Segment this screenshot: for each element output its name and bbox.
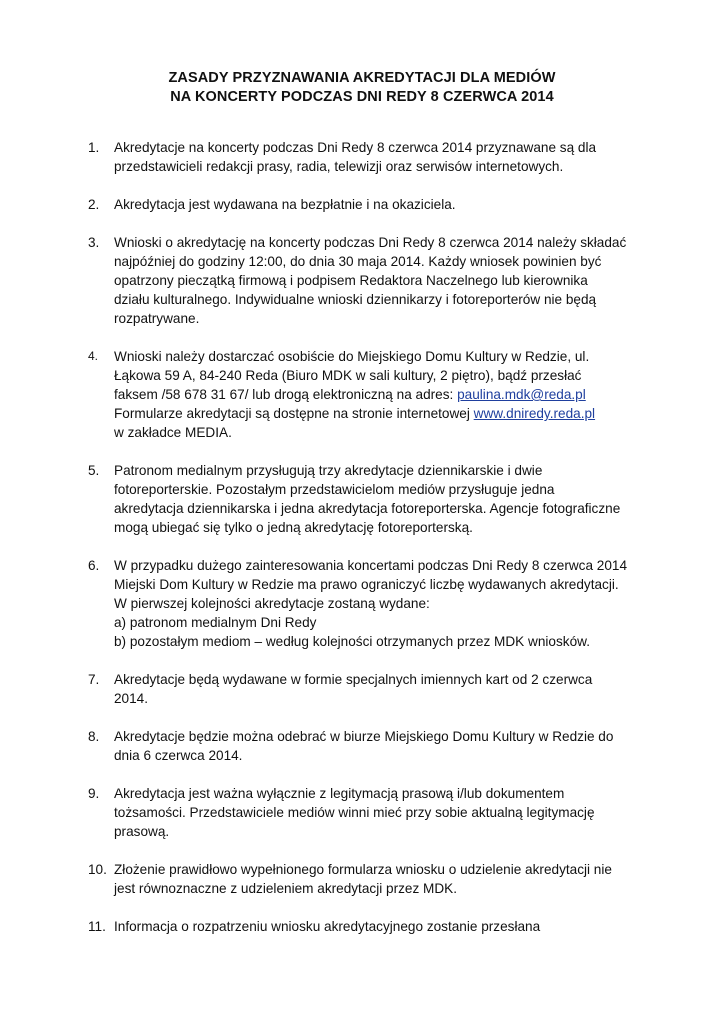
rule-text-line: opatrzony pieczątką firmową i podpisem Redaktora Naczelnego lub kierownika [114,273,588,288]
rule-text-line: akredytacja dziennikarska i jedna akredytacja fotoreporterska. Agencje fotograficzne [114,501,621,516]
website-link[interactable]: www.dniredy.reda.pl [473,406,596,421]
rule-text-line: Akredytacja jest wydawana na bezpłatnie i na okaziciela. [114,197,456,212]
rule-number: 2. [88,197,100,212]
rule-item-8 [88,727,663,765]
rule-text-line: Informacja o rozpatrzeniu wniosku akredytacyjnego zostanie przesłana [114,919,541,934]
rule-text-line: Miejski Dom Kultury w Redzie ma prawo ograniczyć liczbę wydawanych akredytacji. [114,577,619,592]
rule-number: 11. [88,919,106,934]
rule-text-line [114,385,663,404]
rule-text-line: b) pozostałym mediom – według kolejności otrzymanych przez MDK wniosków. [114,634,590,649]
rule-item-6 [88,556,663,651]
rule-text-line: W pierwszej kolejności akredytacje zostaną wydane: [114,596,430,611]
rule-number: 5. [88,463,100,478]
rule-number: 6. [88,558,100,573]
rule-text-line: prasową. [114,824,170,839]
rule-text-line: fotoreporterskie. Pozostałym przedstawicielom mediów przysługuje jedna [114,482,555,497]
rule-text-line: dnia 6 czerwca 2014. [114,748,243,763]
rule-text-line: tożsamości. Przedstawiciele mediów winni mieć przy sobie aktualną legitymację [114,805,595,820]
rule-text-line: Akredytacje będzie można odebrać w biurze Miejskiego Domu Kultury w Redzie do [114,729,614,744]
rule-text-line: Akredytacje będą wydawane w formie specjalnych imiennych kart od 2 czerwca [114,672,593,687]
rule-number: 4. [88,349,99,363]
rule-item-4 [88,347,663,442]
rule-text-line: najpóźniej do godziny 12:00, do dnia 30 maja 2014. Każdy wniosek powinien być [114,254,602,269]
rule-text-line: Patronom medialnym przysługują trzy akredytacje dziennikarskie i dwie [114,463,543,478]
rule-text-line: 2014. [114,691,149,706]
rule-text-line [114,404,663,423]
rule-item-9 [88,784,663,841]
document-title [0,69,724,107]
rule-item-11 [88,917,663,936]
rule-text-line: mogą ubiegać się tylko o jedną akredytację fotoreporterską. [114,520,473,535]
rule-text-fragment: Formularze akredytacji są dostępne na stronie internetowej [114,406,474,421]
rule-number: 1. [88,140,100,155]
rule-text-line: jest równoznaczne z udzieleniem akredytacji przez MDK. [114,881,458,896]
rule-item-5 [88,461,663,537]
rule-number: 9. [88,786,100,801]
title-line-2: NA KONCERTY PODCZAS DNI REDY 8 CZERWCA 2014 [170,89,554,105]
rule-number: 7. [88,672,100,687]
rule-number: 8. [88,729,100,744]
rule-item-2 [88,195,663,214]
rule-text-line: a) patronom medialnym Dni Redy [114,615,317,630]
rule-text-line: w zakładce MEDIA. [114,425,232,440]
rule-item-3 [88,233,663,328]
rule-text-line: działu kulturalnego. Indywidualne wnioski dziennikarzy i fotoreporterów nie będą [114,292,597,307]
rules-list [88,138,663,955]
rule-item-10 [88,860,663,898]
rule-text-line: przedstawicieli redakcji prasy, radia, telewizji oraz serwisów internetowych. [114,159,564,174]
rule-text-fragment: faksem /58 678 31 67/ lub drogą elektroniczną na adres: [114,387,458,402]
rule-item-7 [88,670,663,708]
rule-text-line: W przypadku dużego zainteresowania koncertami podczas Dni Redy 8 czerwca 2014 [114,558,628,573]
rule-number: 3. [88,235,100,250]
rule-text-line: Wnioski o akredytację na koncerty podczas Dni Redy 8 czerwca 2014 należy składać [114,235,627,250]
rule-text-line: Złożenie prawidłowo wypełnionego formularza wniosku o udzielenie akredytacji nie [114,862,612,877]
rule-text-line: Akredytacja jest ważna wyłącznie z legitymacją prasową i/lub dokumentem [114,786,565,801]
rule-text-line: Wnioski należy dostarczać osobiście do Miejskiego Domu Kultury w Redzie, ul. [114,349,590,364]
rule-text-line: Akredytacje na koncerty podczas Dni Redy 8 czerwca 2014 przyznawane są dla [114,140,597,155]
title-line-1: ZASADY PRZYZNAWANIA AKREDYTACJI DLA MEDIÓW [168,70,556,86]
rule-number: 10. [88,862,107,877]
email-link[interactable]: paulina.mdk@reda.pl [457,387,586,402]
rule-text-line: rozpatrywane. [114,311,200,326]
rule-text-line: Łąkowa 59 A, 84-240 Reda (Biuro MDK w sali kultury, 2 piętro), bądź przesłać [114,368,582,383]
rule-item-1 [88,138,663,176]
